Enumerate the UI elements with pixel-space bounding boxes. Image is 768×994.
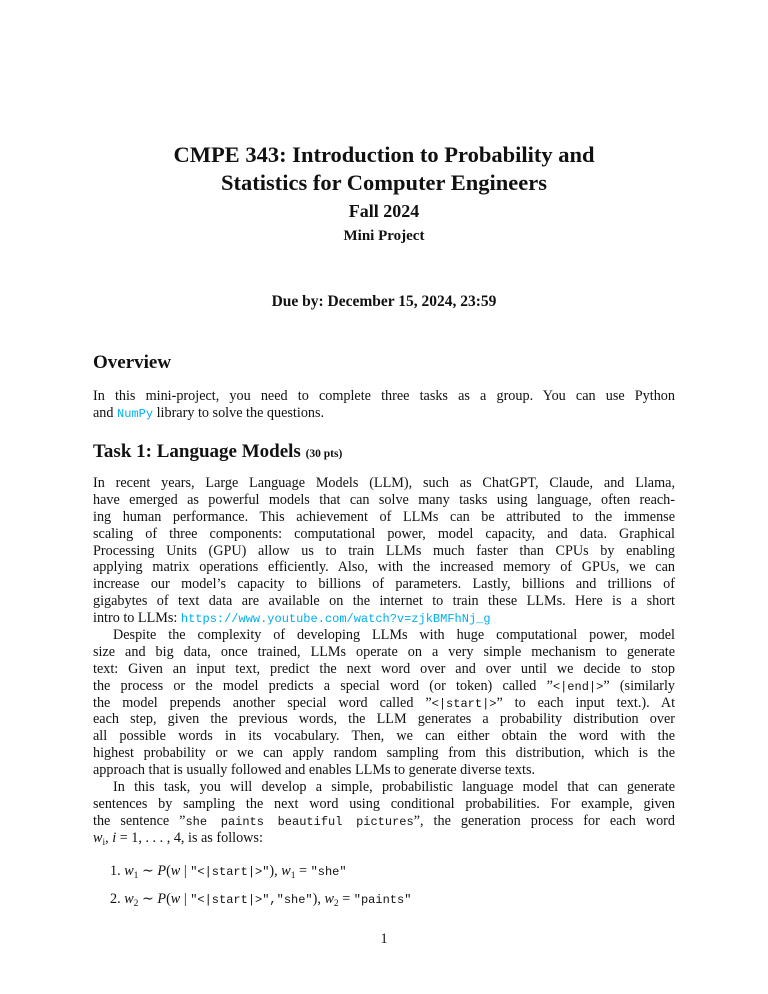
paragraph-line — [93, 779, 675, 796]
text-segment: sentences by sampling the next word using conditional probabilities. For example, given — [93, 795, 675, 812]
text-segment: ing human performance. This achievement of LLMs can be attributed to the immense — [93, 508, 675, 525]
paragraph-line — [93, 711, 675, 728]
paragraph-line — [93, 405, 675, 422]
paragraph-line — [93, 695, 675, 712]
text-segment: gigabytes of text data are available on the internet to train these LLMs. Here is a short — [93, 593, 675, 610]
code-text: "paints" — [353, 893, 412, 907]
text-segment: approach that is usually followed and enables LLMs to generate diverse texts. — [93, 762, 536, 779]
text-segment: increase our model’s capacity to billions of parameters. Lastly, billions and trillions of — [93, 576, 675, 593]
paragraph-line — [93, 644, 675, 661]
code-text: "she" — [310, 865, 347, 879]
paragraph-line — [93, 830, 675, 847]
task1-heading — [93, 441, 342, 463]
paragraph-line — [93, 388, 675, 405]
paragraph-line — [93, 526, 675, 543]
paragraph-line — [93, 728, 675, 745]
text-segment: | — [180, 863, 191, 879]
text-segment: 1. — [110, 863, 125, 879]
task1-body — [93, 475, 675, 847]
text-segment: scaling of three components: computational power, model capacity, and data. Graphical — [93, 525, 675, 542]
text-segment: | — [180, 891, 191, 907]
text-segment: ), — [312, 891, 325, 907]
text-segment: ”, the generation process for each word — [413, 812, 675, 829]
text-segment: 1 — [290, 871, 296, 881]
paragraph-line — [93, 593, 675, 610]
text-segment: = — [338, 891, 354, 907]
text-segment: w — [124, 891, 134, 907]
text-segment: w — [93, 829, 103, 846]
text-segment: P — [157, 891, 167, 907]
paragraph-line — [93, 509, 675, 526]
paragraph-line — [93, 492, 675, 509]
text-segment: In this mini-project, you need to complete three tasks as a group. You can use Python — [93, 388, 675, 404]
document-title-line-1: CMPE 343: Introduction to Probability and — [173, 142, 595, 167]
text-segment: ” to each input text.). At — [496, 694, 676, 711]
text-segment: all possible words in its vocabulary. Then, we can either obtain the word with the — [93, 728, 675, 745]
text-segment: each step, given the previous words, the LLM generates a probability distribution over — [93, 711, 675, 728]
text-segment: have emerged as powerful models that can solve many tasks using language, often reach- — [93, 491, 675, 508]
text-segment: w — [170, 863, 181, 879]
paragraph-line — [93, 661, 675, 678]
subtitle: Mini Project — [343, 228, 425, 244]
text-segment: library to solve the questions. — [153, 404, 325, 421]
list-item — [110, 891, 675, 913]
code-text: <|end|> — [552, 679, 604, 694]
paragraph-line — [93, 559, 675, 576]
paragraph-line — [93, 813, 675, 830]
text-segment: i — [102, 837, 106, 848]
paragraph-line — [93, 762, 675, 779]
code-text: she paints beautiful pictures — [185, 814, 414, 829]
page-number: 1 — [380, 931, 388, 947]
text-segment: w — [281, 863, 291, 879]
text-segment: ∼ — [138, 891, 158, 907]
paragraph-line — [93, 796, 675, 813]
text-segment: and — [93, 404, 118, 421]
text-segment: 2 — [133, 899, 139, 909]
text-segment: 1 — [133, 871, 139, 881]
text-segment: ), — [269, 863, 282, 879]
code-text: <|start|> — [431, 696, 497, 711]
term: Fall 2024 — [348, 201, 420, 221]
paragraph-line — [93, 678, 675, 695]
text-segment: = — [295, 863, 311, 879]
text-segment: ∼ — [138, 863, 158, 879]
document-title-line-2: Statistics for Computer Engineers — [220, 170, 548, 195]
list-item — [110, 863, 675, 885]
link[interactable]: https://www.youtube.com/watch?v=zjkBMFhNj_g — [180, 612, 491, 627]
paragraph-line — [93, 627, 675, 644]
text-segment: applying matrix operations efficiently. Also, with the increased memory of GPUs, we can — [93, 559, 675, 576]
text-segment: Processing Units (GPU) allow us to train LLMs much faster than CPUs by enabling — [93, 542, 675, 559]
due-date: Due by: December 15, 2024, 23:59 — [271, 293, 497, 310]
text-segment: P — [157, 863, 167, 879]
text-segment: size and big data, once trained, LLMs operate on a very simple mechanism to generate — [93, 643, 675, 660]
code-text: "<|start|>","she" — [190, 893, 313, 907]
text-segment: 2 — [333, 899, 339, 909]
overview-heading: Overview — [93, 352, 172, 373]
link[interactable]: NumPy — [117, 406, 154, 421]
text-segment: the model prepends another special word called ” — [93, 694, 432, 711]
text-segment: ( — [166, 891, 171, 907]
text-segment: , — [105, 829, 113, 846]
text-segment: = 1, . . . , 4, is as follows: — [116, 829, 263, 846]
paragraph-line — [93, 576, 675, 593]
code-text: "<|start|>" — [190, 865, 270, 879]
task1-points: (30 pts) — [305, 448, 343, 460]
text-segment: i — [112, 829, 117, 846]
text-segment: the process or the model predicts a special word (or token) called ” — [93, 677, 553, 694]
paragraph-line — [93, 610, 675, 627]
text-segment: w — [170, 891, 181, 907]
text-segment: text: Given an input text, predict the next word over and over until we decide to stop — [93, 660, 675, 677]
paragraph-line — [93, 543, 675, 560]
text-segment: intro to LLMs: — [93, 610, 181, 627]
text-segment: Despite the complexity of developing LLMs with huge computational power, model — [113, 627, 675, 644]
text-segment: In recent years, Large Language Models (LLM), such as ChatGPT, Claude, and Llama, — [93, 475, 675, 491]
task1-title: Task 1: Language Models — [93, 441, 301, 462]
overview-paragraph — [93, 388, 675, 422]
text-segment: w — [124, 863, 134, 879]
text-segment: w — [324, 891, 334, 907]
text-segment: 2. — [110, 891, 125, 907]
paragraph-line — [93, 745, 675, 762]
text-segment: In this task, you will develop a simple, probabilistic language model that can generate — [113, 779, 675, 796]
text-segment: the sentence ” — [93, 812, 186, 829]
text-segment: ” (similarly — [603, 677, 675, 694]
paragraph-line — [93, 475, 675, 492]
text-segment: highest probability or we can apply random sampling from this distribution, which is the — [93, 745, 675, 762]
text-segment: ( — [166, 863, 171, 879]
